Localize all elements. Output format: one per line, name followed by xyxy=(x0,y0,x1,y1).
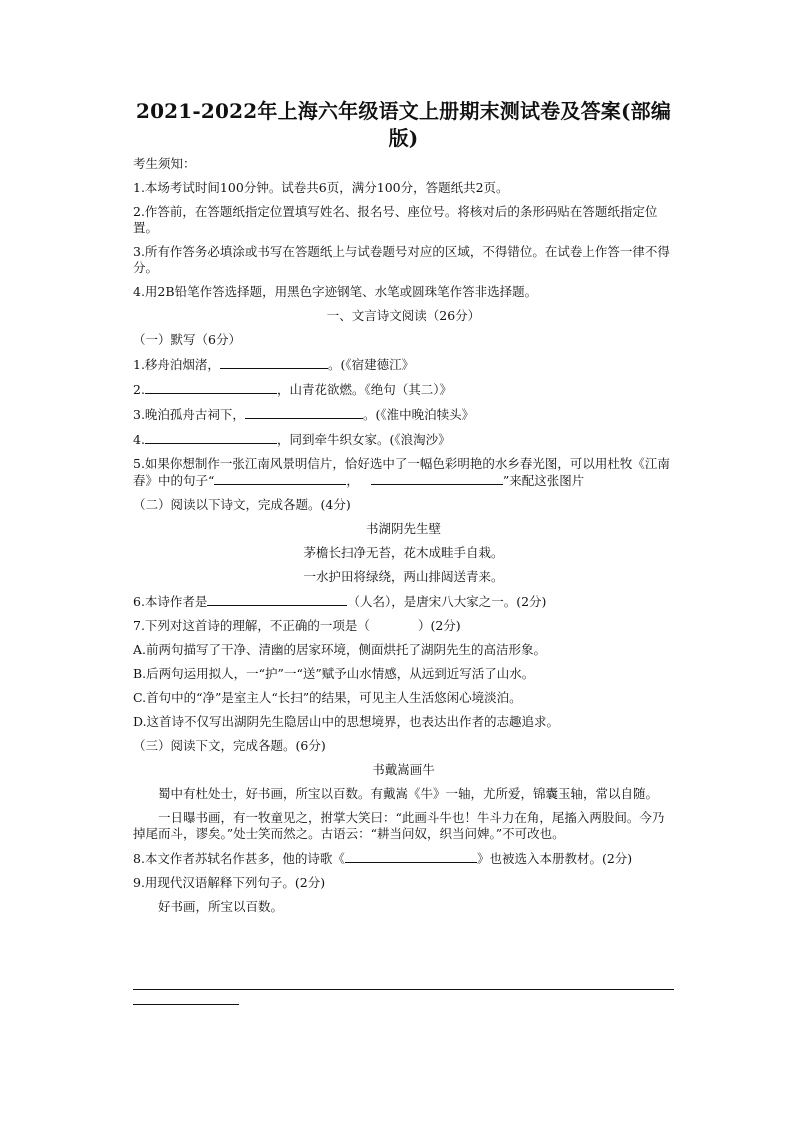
q8-blank[interactable] xyxy=(345,850,477,863)
q6-blank[interactable] xyxy=(207,593,347,606)
notice-item-1: 1.本场考试时间100分钟。试卷共6页，满分100分，答题纸共2页。 xyxy=(133,180,509,195)
part2-heading: （二）阅读以下诗文，完成各题。(4分) xyxy=(133,497,351,512)
question-6 xyxy=(133,593,674,610)
q1-blank[interactable] xyxy=(220,356,328,369)
option-a: A.前两句描写了干净、清幽的居家环境，侧面烘托了湖阴先生的高洁形象。 xyxy=(133,642,547,657)
question-7 xyxy=(133,618,674,634)
question-2 xyxy=(133,381,674,398)
q4-blank[interactable] xyxy=(145,431,277,444)
q7-suffix: ）(2分) xyxy=(417,618,461,633)
q3-suffix: 。(《淮中晚泊犊头》 xyxy=(362,407,475,422)
question-5 xyxy=(133,456,674,489)
notice-item-3: 3.所有作答务必填涂或书写在答题纸上与试卷题号对应的区域，不得错位。在试卷上作答一律不得分。 xyxy=(133,244,670,275)
option-d: D.这首诗不仅写出湖阴先生隐居山中的思想境界，也表达出作者的志趣追求。 xyxy=(133,714,560,729)
question-4 xyxy=(133,431,674,448)
q2-prefix: 2. xyxy=(133,382,145,397)
q9-sentence: 好书画，所宝以百数。 xyxy=(158,899,284,914)
question-8 xyxy=(133,850,674,867)
q5-blank-1[interactable] xyxy=(214,472,346,485)
q6-prefix: 6.本诗作者是 xyxy=(133,594,208,609)
option-c: C.首句中的“净”是室主人“长扫”的结果，可见主人生活悠闲心境淡泊。 xyxy=(133,690,522,705)
text-paragraph-2: 一日曝书画，有一牧童见之，拊掌大笑曰：“此画斗牛也！牛斗力在角，尾搐入两股间。今乃掉尾而斗，谬矣。”处士笑而然之。古语云：“耕当问奴，织当问婢。”不可改也。 xyxy=(133,810,665,841)
poem-line-2: 一水护田将绿绕，两山排闼送青来。 xyxy=(303,569,504,584)
part1-heading: （一）默写（6分） xyxy=(133,332,241,347)
answer-line-1[interactable] xyxy=(133,989,674,990)
notice-item-2: 2.作答前，在答题纸指定位置填写姓名、报名号、座位号。将核对后的条形码贴在答题纸指定位置。 xyxy=(133,204,658,235)
q8-suffix: 》也被选入本册教材。(2分) xyxy=(476,851,633,866)
question-9: 9.用现代汉语解释下列句子。(2分) xyxy=(133,875,326,890)
q4-suffix: ，同到牵牛织女家。(《浪淘沙》 xyxy=(276,432,451,447)
page-title: 2021-2022年上海六年级语文上册期末测试卷及答案(部编版) xyxy=(135,99,672,150)
q3-blank[interactable] xyxy=(245,406,363,419)
text-title: 书戴嵩画牛 xyxy=(372,762,435,777)
section-heading-1: 一、文言诗文阅读（26分） xyxy=(326,308,481,323)
text-paragraph-1: 蜀中有杜处士，好书画，所宝以百数。有戴嵩《牛》一轴，尤所爱，锦囊玉轴，常以自随。 xyxy=(158,786,659,801)
q1-prefix: 1.移舟泊烟渚， xyxy=(133,357,220,372)
q1-suffix: 。(《宿建德江》 xyxy=(327,357,415,372)
part3-heading: （三）阅读下文，完成各题。(6分) xyxy=(133,738,326,753)
q8-prefix: 8.本文作者苏轼名作甚多，他的诗歌《 xyxy=(133,851,345,866)
q3-prefix: 3.晚泊孤舟古祠下， xyxy=(133,407,245,422)
poem-title: 书湖阴先生壁 xyxy=(365,521,441,536)
question-3 xyxy=(133,406,674,423)
q5-text-b: ， xyxy=(346,473,359,488)
q4-prefix: 4. xyxy=(133,432,145,447)
question-1 xyxy=(133,356,674,373)
q2-blank[interactable] xyxy=(145,381,277,394)
q5-text-a: 5.如果你想制作一张江南风景明信片，恰好选中了一幅色彩明艳的水乡春光图，可以用杜牧《江南春》中的句子“ xyxy=(133,456,670,488)
q7-prefix: 7.下列对这首诗的理解，不正确的一项是（ xyxy=(133,618,370,633)
q5-text-c: ”来配这张图片 xyxy=(502,473,585,488)
notice-item-4: 4.用2B铅笔作答选择题，用黑色字迹钢笔、水笔或圆珠笔作答非选择题。 xyxy=(133,284,538,299)
q2-suffix: ，山青花欲燃。《绝句（其二）》 xyxy=(276,382,452,397)
answer-line-2[interactable] xyxy=(133,1004,239,1005)
option-b: B.后两句运用拟人，一“护”一“送”赋予山水情感，从远到近写活了山水。 xyxy=(133,666,535,681)
q5-blank-2[interactable] xyxy=(371,472,503,485)
exam-page xyxy=(133,98,674,915)
q6-suffix: （人名），是唐宋八大家之一。(2分) xyxy=(347,594,547,609)
notice-heading: 考生须知： xyxy=(133,156,196,171)
poem-line-1: 茅檐长扫净无苔，花木成畦手自栽。 xyxy=(303,545,504,560)
